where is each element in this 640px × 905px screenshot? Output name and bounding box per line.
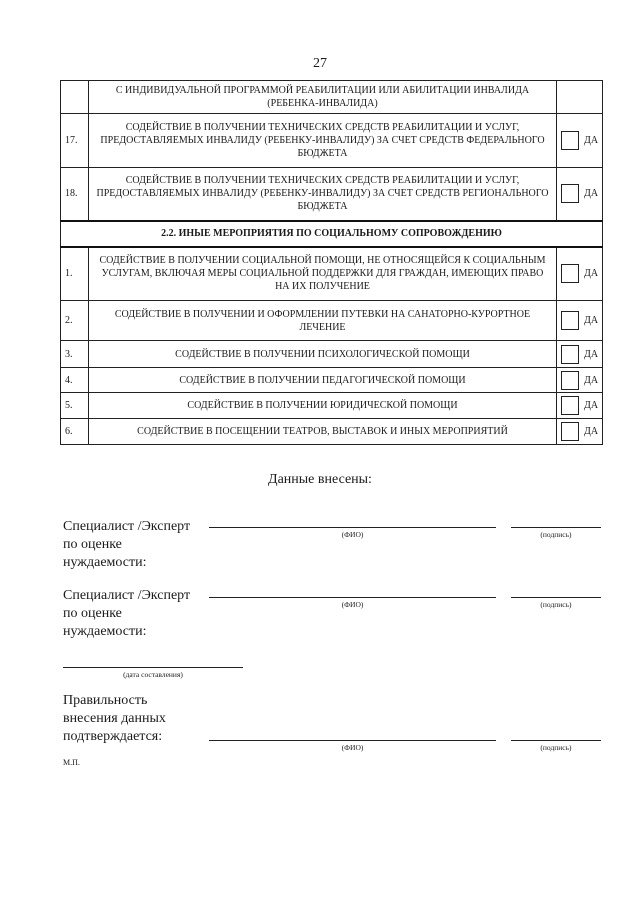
yes-label: ДА [584, 374, 599, 386]
fio-line-3[interactable] [209, 740, 496, 741]
row-number: 3. [61, 341, 89, 368]
stamp-label: М.П. [63, 758, 80, 767]
row-text: СОДЕЙСТВИЕ В ПОЛУЧЕНИИ СОЦИАЛЬНОЙ ПОМОЩИ, НЕ ОТНОСЯЩЕЙСЯ К СОЦИАЛЬНЫМ УСЛУГАМ, ВКЛЮЧАЯ МЕРЫ СОЦИАЛЬНОЙ ПОДДЕРЖКИ ДЛЯ ГРАЖДАН, ИМЕЮЩИХ ПРАВО НА ИХ ПОЛУЧЕНИЕ [89, 247, 557, 301]
checkbox[interactable] [561, 311, 579, 330]
checkbox[interactable] [561, 131, 579, 150]
yes-label: ДА [584, 135, 599, 146]
row-text: СОДЕЙСТВИЕ В ПОЛУЧЕНИИ И ОФОРМЛЕНИИ ПУТЕВКИ НА САНАТОРНО-КУРОРТНОЕ ЛЕЧЕНИЕ [89, 301, 557, 341]
section-row [61, 221, 603, 247]
table-row [61, 368, 603, 393]
table-row [61, 301, 603, 341]
checkbox[interactable] [561, 396, 579, 415]
row-text: СОДЕЙСТВИЕ В ПОЛУЧЕНИИ ТЕХНИЧЕСКИХ СРЕДСТВ РЕАБИЛИТАЦИИ И УСЛУГ, ПРЕДОСТАВЛЯЕМЫХ ИНВАЛИДУ (РЕБЕНКУ-ИНВАЛИДУ) ЗА СЧЕТ СРЕДСТВ ФЕДЕРАЛЬНОГО БЮДЖЕТА [89, 114, 557, 168]
yes-label: ДА [584, 315, 599, 326]
row-text: СОДЕЙСТВИЕ В ПОЛУЧЕНИИ ПЕДАГОГИЧЕСКОЙ ПОМОЩИ [89, 368, 557, 393]
checkbox[interactable] [561, 345, 579, 364]
row-number: 17. [61, 114, 89, 168]
checkbox[interactable] [561, 184, 579, 203]
table-row [61, 341, 603, 368]
date-line[interactable] [63, 667, 243, 668]
table-row [61, 81, 603, 114]
checkbox[interactable] [561, 371, 579, 390]
fio-line-2[interactable] [209, 597, 496, 598]
row-number: 2. [61, 301, 89, 341]
yes-label: ДА [584, 426, 599, 437]
fio-caption: (ФИО) [341, 743, 364, 752]
fio-caption: (ФИО) [341, 600, 364, 609]
specialist-label-1: Специалист /Эксперт по оценке нуждаемости: [63, 519, 191, 570]
row-number: 18. [61, 168, 89, 221]
table-row [61, 419, 603, 445]
yes-label: ДА [584, 400, 599, 411]
row-text: С ИНДИВИДУАЛЬНОЙ ПРОГРАММОЙ РЕАБИЛИТАЦИИ ИЛИ АБИЛИТАЦИИ ИНВАЛИДА (РЕБЕНКА-ИНВАЛИДА) [89, 81, 557, 114]
row-number: 5. [61, 393, 89, 419]
signature-caption: (подпись) [540, 743, 572, 752]
yes-label: ДА [584, 188, 599, 200]
checkbox[interactable] [561, 264, 579, 283]
fio-caption: (ФИО) [341, 530, 364, 539]
signature-caption: (подпись) [540, 600, 572, 609]
fio-line-1[interactable] [209, 527, 496, 528]
confirm-label: Правильность внесения данных подтверждается: [63, 693, 166, 744]
data-entered-heading: Данные внесены: [268, 472, 372, 487]
services-table [60, 80, 603, 445]
signature-caption: (подпись) [540, 530, 572, 539]
table-row [61, 168, 603, 221]
table-row [61, 393, 603, 419]
row-number: 1. [61, 247, 89, 301]
date-caption: (дата составления) [123, 670, 183, 679]
table-row [61, 114, 603, 168]
signature-line-2[interactable] [511, 597, 601, 598]
section-title: 2.2. ИНЫЕ МЕРОПРИЯТИЯ ПО СОЦИАЛЬНОМУ СОПРОВОЖДЕНИЮ [61, 221, 603, 247]
yes-label: ДА [584, 268, 599, 280]
page-number: 27 [313, 56, 327, 71]
row-text: СОДЕЙСТВИЕ В ПОСЕЩЕНИИ ТЕАТРОВ, ВЫСТАВОК И ИНЫХ МЕРОПРИЯТИЙ [89, 419, 557, 445]
specialist-label-2: Специалист /Эксперт по оценке нуждаемости: [63, 588, 191, 639]
row-text: СОДЕЙСТВИЕ В ПОЛУЧЕНИИ ЮРИДИЧЕСКОЙ ПОМОЩИ [89, 393, 557, 419]
row-number: 6. [61, 419, 89, 445]
row-text: СОДЕЙСТВИЕ В ПОЛУЧЕНИИ ПСИХОЛОГИЧЕСКОЙ ПОМОЩИ [89, 341, 557, 368]
table-row [61, 247, 603, 301]
yes-label: ДА [584, 348, 599, 360]
row-number: 4. [61, 368, 89, 393]
checkbox[interactable] [561, 422, 579, 441]
signature-line-1[interactable] [511, 527, 601, 528]
row-text: СОДЕЙСТВИЕ В ПОЛУЧЕНИИ ТЕХНИЧЕСКИХ СРЕДСТВ РЕАБИЛИТАЦИИ И УСЛУГ, ПРЕДОСТАВЛЯЕМЫХ ИНВАЛИДУ (РЕБЕНКУ-ИНВАЛИДУ) ЗА СЧЕТ СРЕДСТВ РЕГИОНАЛЬНОГО БЮДЖЕТА [89, 168, 557, 221]
signature-line-3[interactable] [511, 740, 601, 741]
